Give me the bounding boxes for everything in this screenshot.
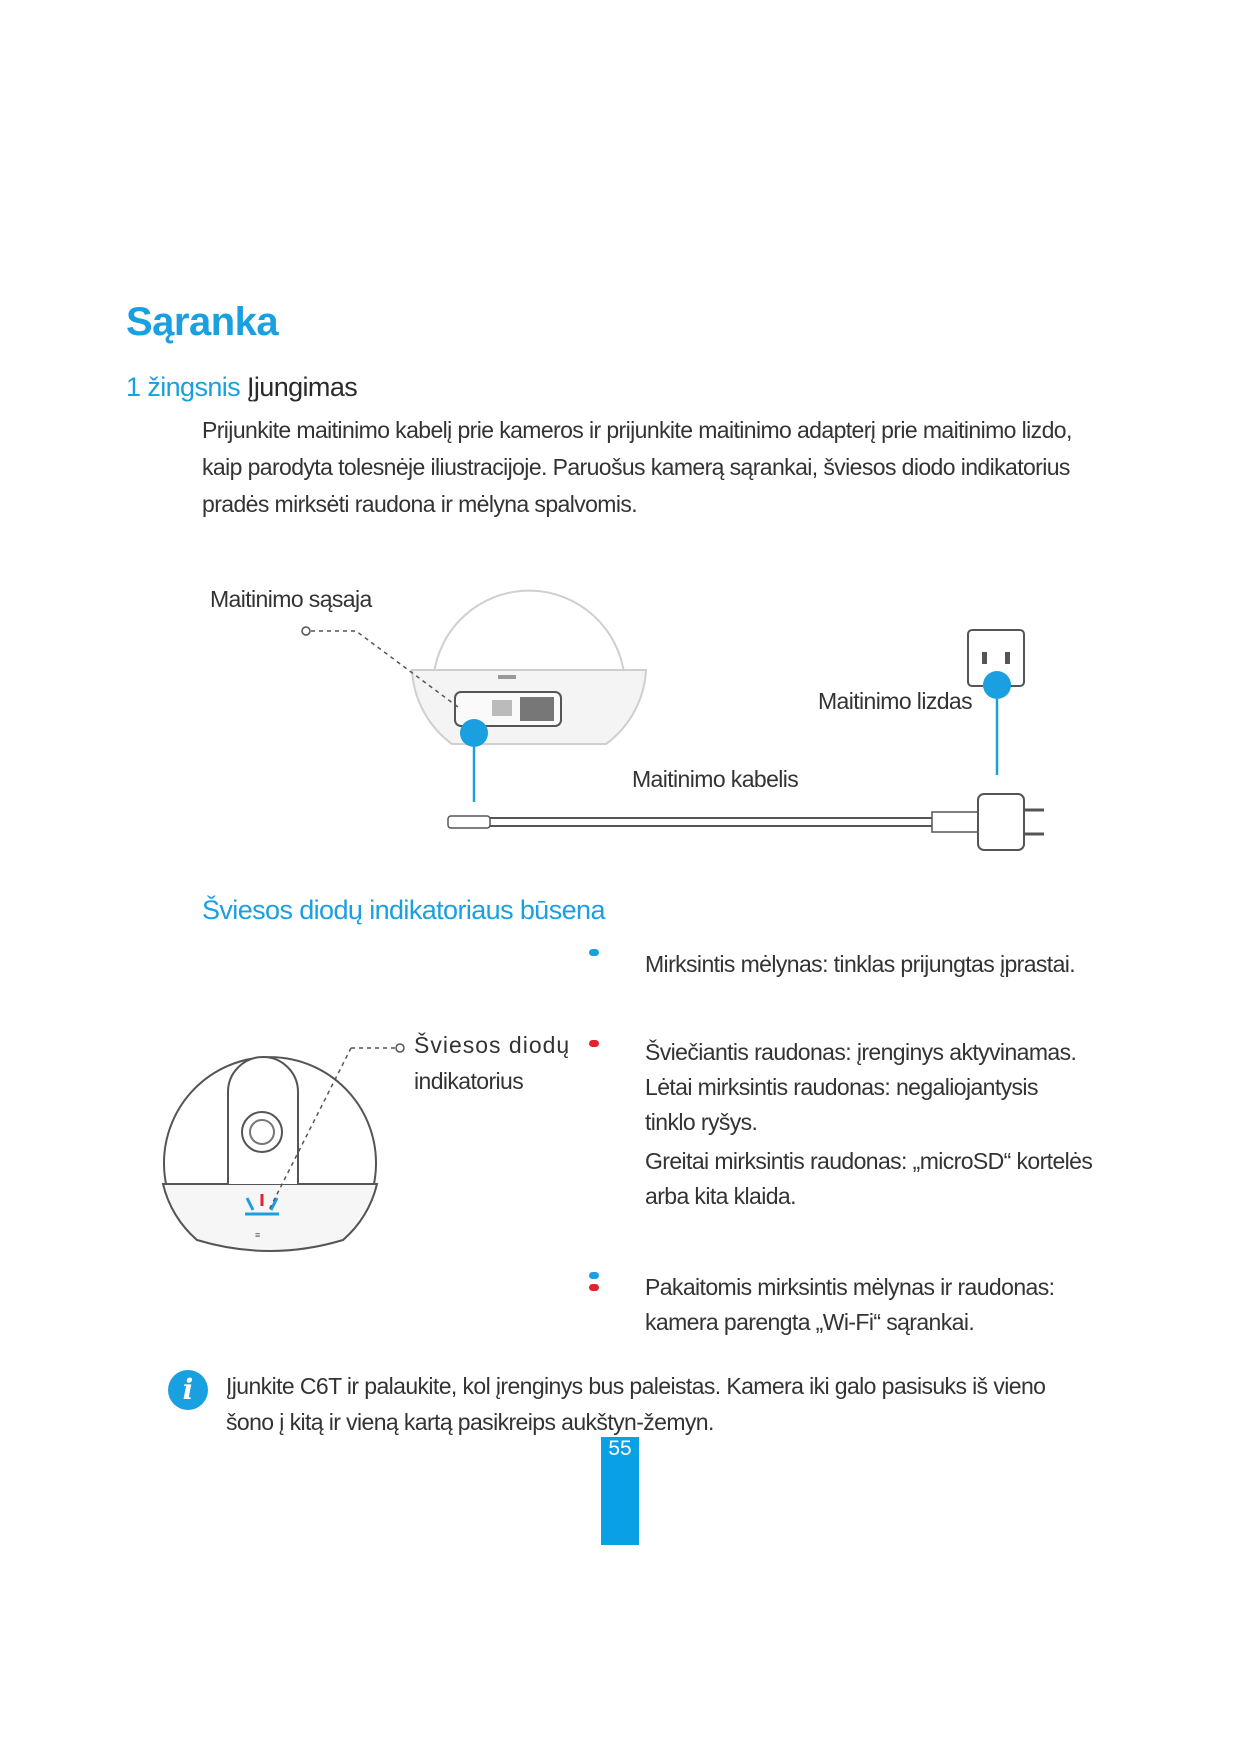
status-blue-red: Pakaitomis mirksintis mėlynas ir raudonas: kamera parengta „Wi-Fi“ sąrankai. [645,1274,1055,1335]
intro-paragraph: Prijunkite maitinimo kabelį prie kameros ir prijunkite maitinimo adapterį prie maitinimo lizdo, kaip parodyta tolesnėje iliustracijoje. Paruošus kamerą sąrankai, šviesos diodo indikatorius pradės mirksėti raudona ir mėlyna spalvomis. [202,417,1072,517]
led-blue-dot [589,949,599,956]
status-red: Šviečiantis raudonas: įrenginys aktyvinamas. Lėtai mirksintis raudonas: negaliojantysis tinklo ryšys. Greitai mirksintis raudonas: „microSD“ kortelės arba kita klaida. [645,1039,1093,1209]
led-indicator-label-line2: indikatorius [414,1068,524,1094]
power-interface-label: Maitinimo sąsaja [210,586,372,612]
power-cable-label: Maitinimo kabelis [632,766,799,792]
led-red-dot [589,1040,599,1047]
status-blue: Mirksintis mėlynas: tinklas prijungtas įprastai. [645,951,1076,977]
power-socket-label: Maitinimo lizdas [818,688,973,714]
page-title: Sąranka [126,300,279,344]
step-name: Įjungimas [246,372,358,402]
led-blue-red-dot-bottom [589,1284,599,1291]
led-blue-red-dot-top [589,1272,599,1279]
svg-text:≡: ≡ [255,1230,261,1240]
led-section-title: Šviesos diodų indikatoriaus būsena [202,895,605,925]
page-number: 55 [608,1437,632,1460]
info-icon: i [168,1370,208,1410]
note-text: Įjunkite C6T ir palaukite, kol įrenginys bus paleistas. Kamera iki galo pasisuks iš vieno šono į kitą ir vieną kartą pasikreips aukštyn-žemyn. [226,1373,1046,1435]
led-indicator-label-line1: Šviesos diodų [414,1032,571,1058]
step-number: 1 žingsnis [126,372,241,402]
camera-front-illustration [163,1057,377,1251]
